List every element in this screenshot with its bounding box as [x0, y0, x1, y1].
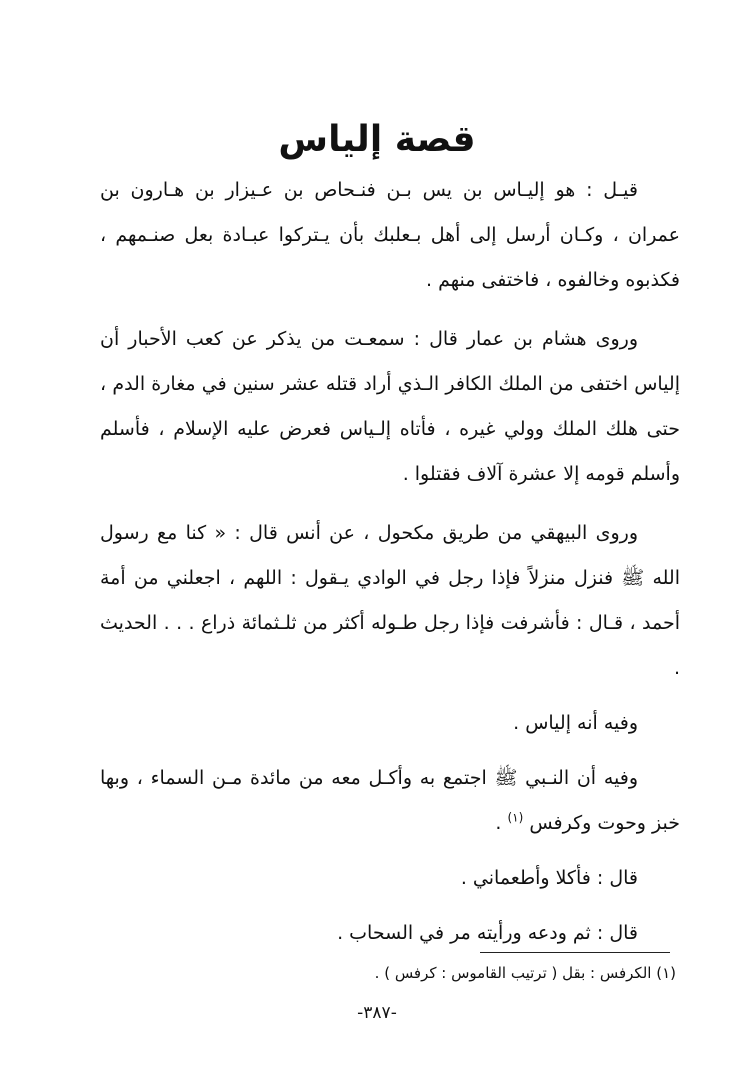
footnote: (١) الكرفس : بقل ( ترتيب القاموس : كرفس ) . [374, 964, 676, 982]
paragraph-7: قال : ثم ودعه ورأيته مر في السحاب . [337, 922, 638, 944]
footnote-divider [480, 952, 670, 953]
body-text [100, 168, 680, 956]
page-number: -٣٨٧- [357, 1003, 397, 1023]
paragraph-3: وروى البيهقي من طريق مكحول ، عن أنس قال : « كنا مع رسول الله ﷺ فنزل منزلاً فإذا رجل في الوادي يـقول : اللهم ، اجعلني من أمة أحمد ، قـال : فأشرفت فإذا رجل طـوله أكثر من ثلـثمائة ذراع . . . الحديث . [100, 522, 680, 679]
paragraph-4: وفيه أنه إلياس . [513, 712, 638, 734]
paragraph-5-text: وفيه أن النـبي ﷺ اجتمع به وأكـل معه من مائدة مـن السماء ، وبها خبز وحوت وكرفس [100, 767, 680, 834]
page-title: قصة إلياس [278, 119, 476, 160]
paragraph-5: وفيه أن النـبي ﷺ اجتمع به وأكـل معه من مائدة مـن السماء ، وبها خبز وحوت وكرفس $^{(١)}$ . [100, 767, 680, 834]
paragraph-6: قال : فأكلا وأطعماني . [460, 867, 638, 889]
paragraph-1: قيـل : هو إليـاس بن يس بـن فنـحاص بن عـيزار بن هـارون بن عمران ، وكـان أرسل إلى أهل بـعلبك بأن يـتركوا عبـادة بعل صنـمهم ، فكذبوه وخالفوه ، فاختفى منهم . [100, 179, 680, 291]
footnote-reference: (١) [507, 810, 524, 825]
paragraph-2: وروى هشام بن عمار قال : سمعـت من يذكر عن كعب الأحبار أن إلياس اختفى من الملك الكافر الـذي أراد قتله عشر سنين في مغارة الدم ، حتى هلك الملك وولي غيره ، فأتاه إلـياس فعرض عليه الإسلام ، فأسلم وأسلم قومه إلا عشرة آلاف فقتلوا . [100, 328, 680, 485]
